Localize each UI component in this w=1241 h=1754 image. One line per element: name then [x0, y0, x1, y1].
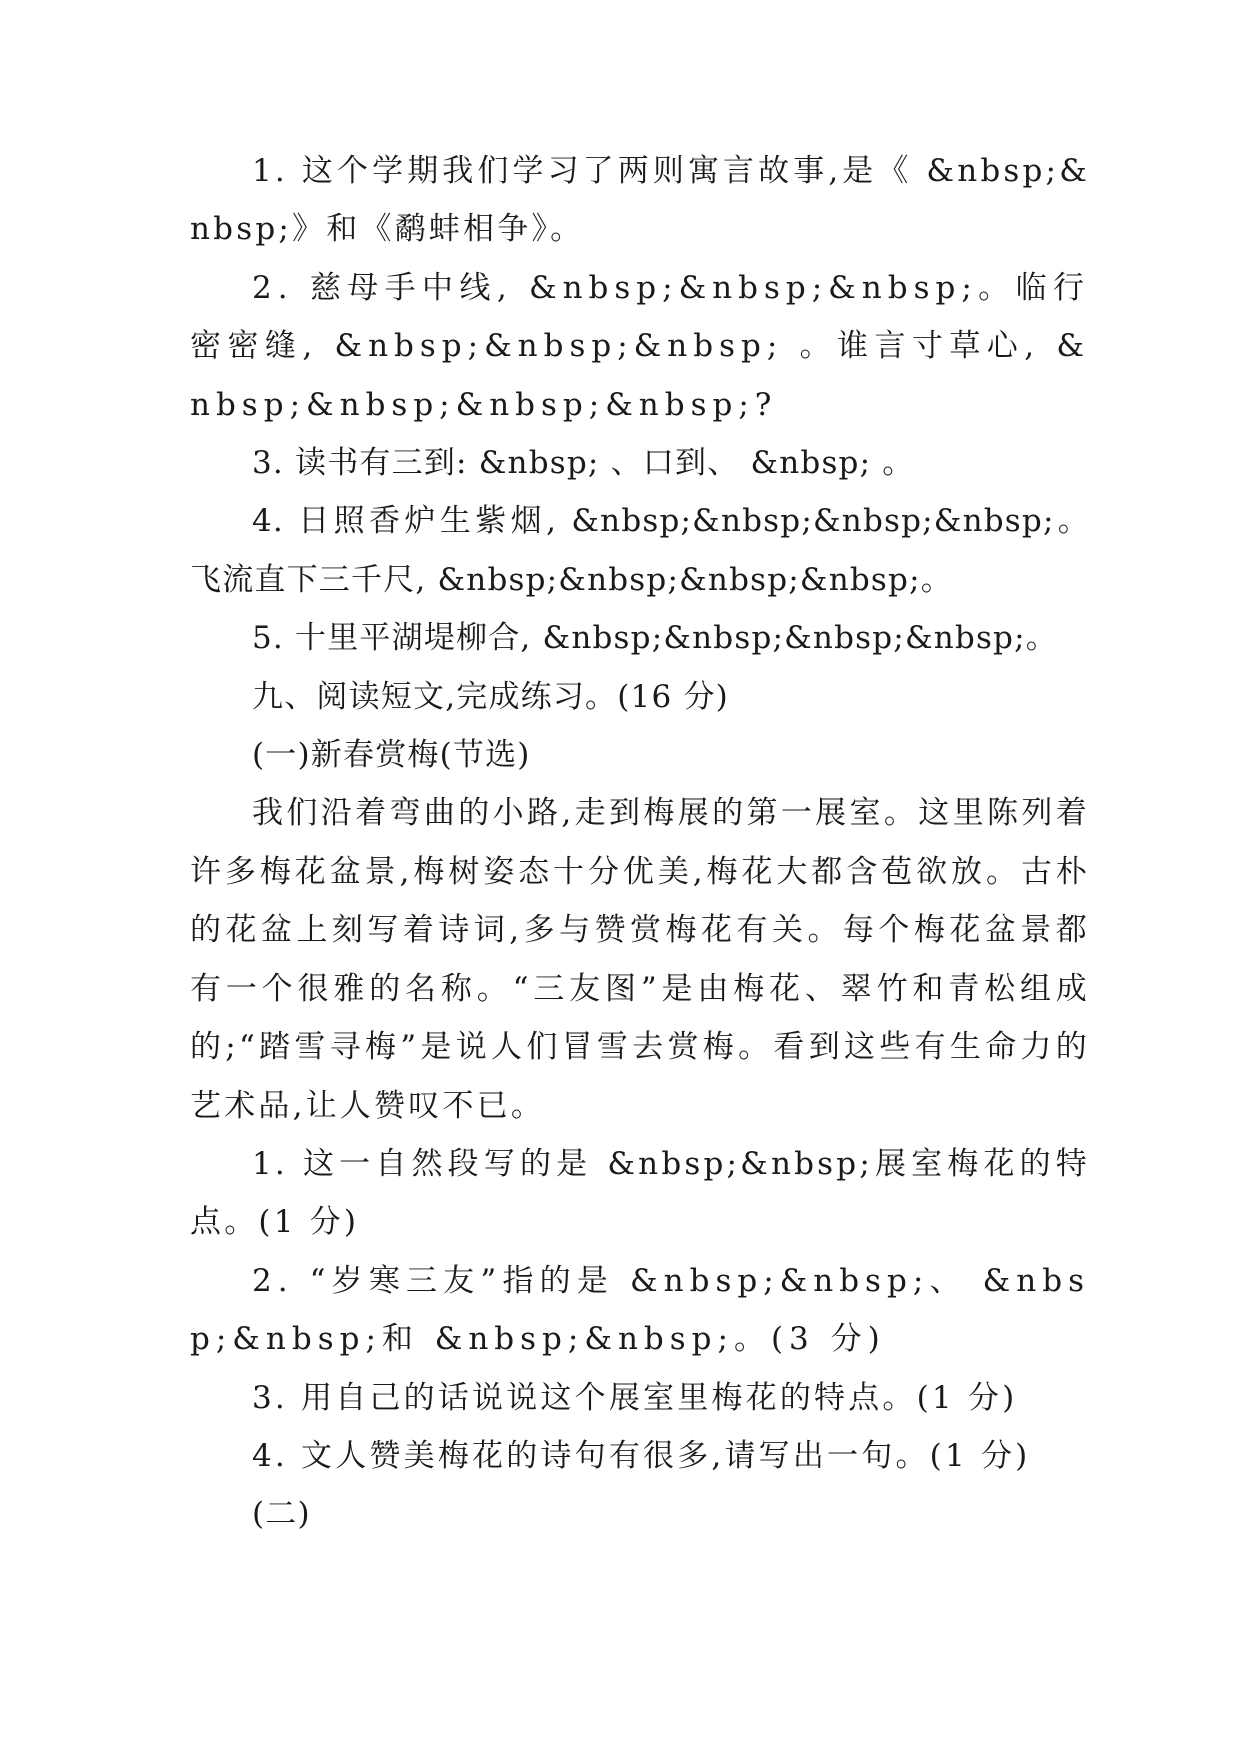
section-heading-reading: 九、阅读短文,完成练习。(16 分)	[252, 678, 729, 715]
reading-question-1: 1. 这一自然段写的是 &nbsp;&nbsp;展室梅花的特点。(1 分)	[190, 1145, 1090, 1241]
reading-question-4: 4. 文人赞美梅花的诗句有很多,请写出一句。(1 分)	[252, 1437, 1031, 1474]
reading-question-3: 3. 用自己的话说说这个展室里梅花的特点。(1 分)	[252, 1379, 1018, 1416]
passage-two-heading: (二)	[252, 1496, 311, 1533]
question-fill-fable: 1. 这个学期我们学习了两则寓言故事,是《 &nbsp;&nbsp;》和《鹬蚌相争》。	[190, 153, 1090, 248]
document-page	[190, 142, 1090, 1544]
question-fill-poem-lake: 5. 十里平湖堤柳合, &nbsp;&nbsp;&nbsp;&nbsp;。	[252, 620, 1058, 657]
question-fill-poem-waterfall: 4. 日照香炉生紫烟, &nbsp;&nbsp;&nbsp;&nbsp;。飞流直下三千尺, &nbsp;&nbsp;&nbsp;&nbsp;。	[190, 503, 1090, 598]
passage-title: (一)新春赏梅(节选)	[252, 737, 531, 774]
reading-question-2: 2. “岁寒三友”指的是 &nbsp;&nbsp;、 &nbsp;&nbsp;和 &nbsp;&nbsp;。(3 分)	[190, 1262, 1090, 1358]
question-fill-reading-three: 3. 读书有三到: &nbsp; 、口到、 &nbsp; 。	[252, 445, 915, 482]
passage-body: 我们沿着弯曲的小路,走到梅展的第一展室。这里陈列着许多梅花盆景,梅树姿态十分优美,梅花大都含苞欲放。古朴的花盆上刻写着诗词,多与赞赏梅花有关。每个梅花盆景都有一个很雅的名称。“三友图”是由梅花、翠竹和青松组成的;“踏雪寻梅”是说人们冒雪去赏梅。看到这些有生命力的艺术品,让人赞叹不已。	[190, 795, 1090, 1124]
question-fill-poem-youzi: 2. 慈母手中线, &nbsp;&nbsp;&nbsp;。临行密密缝, &nbsp;&nbsp;&nbsp; 。谁言寸草心, &nbsp;&nbsp;&nbsp;&nbsp;?	[190, 269, 1090, 423]
